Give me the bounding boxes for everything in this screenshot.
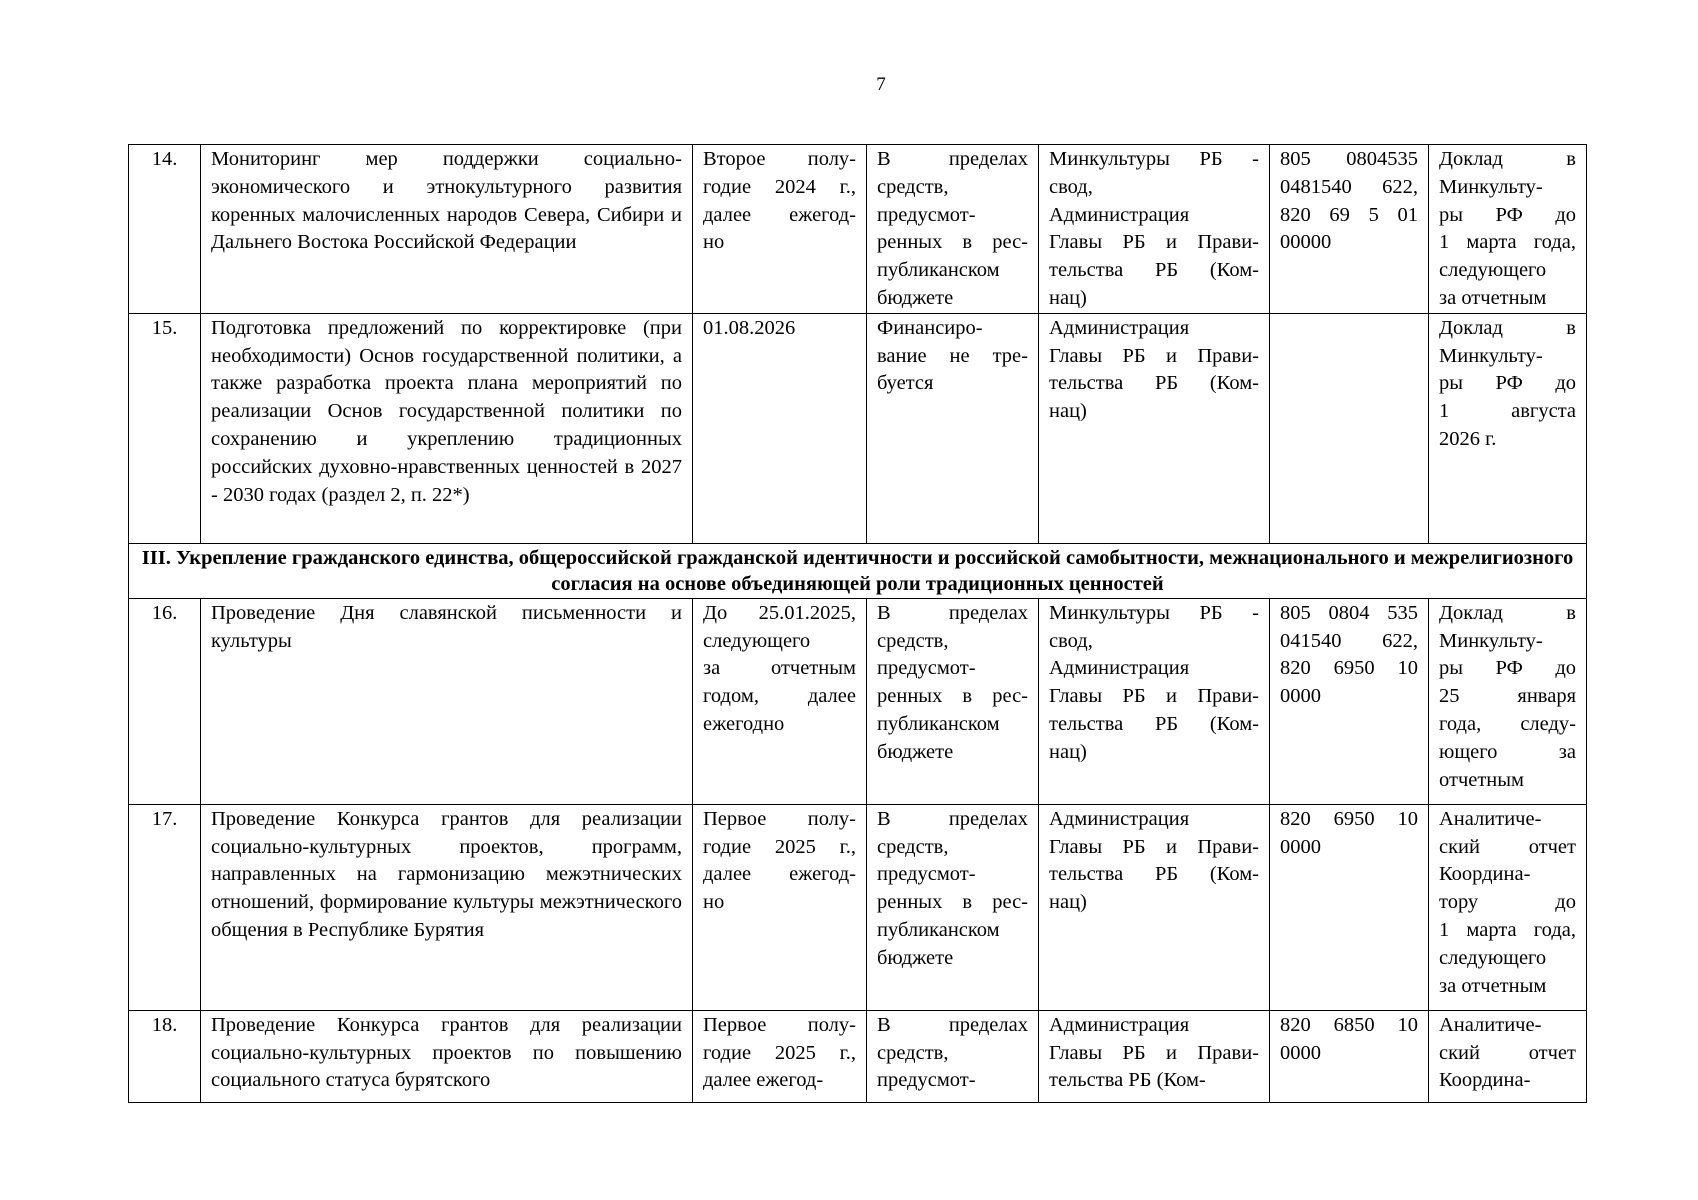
responsible-cell-line: Администрация <box>1049 807 1190 830</box>
row-number-cell: 14. <box>129 145 201 314</box>
responsible-cell <box>1039 598 1270 804</box>
deadline-cell-line: за отчетным <box>703 657 856 680</box>
funding-cell <box>867 145 1039 314</box>
deadline-cell-line: следующего <box>703 629 811 652</box>
table-row <box>129 804 1587 1010</box>
funding-cell-line: буется <box>877 372 934 395</box>
responsible-cell-line: Минкультуры РБ - <box>1049 148 1259 170</box>
funding-cell-line: В пределах <box>877 601 1028 624</box>
result-cell-line: тору до <box>1439 891 1576 914</box>
result-cell-line: 2026 г. <box>1439 427 1497 450</box>
result-cell-line: следующего <box>1439 946 1547 969</box>
responsible-cell-line: нац) <box>1049 740 1087 763</box>
result-cell-line: Аналитиче- <box>1439 1013 1542 1036</box>
deadline-cell-line: Первое полу- <box>703 1013 856 1036</box>
responsible-cell-line: Администрация <box>1049 657 1190 680</box>
responsible-cell <box>1039 145 1270 314</box>
responsible-cell-line: свод, <box>1049 629 1093 652</box>
responsible-cell-line: Главы РБ и Прави- <box>1049 231 1259 254</box>
funding-cell-line: предусмот- <box>877 863 976 886</box>
deadline-cell-line: годие 2025 г., <box>703 1041 856 1064</box>
row-number-cell: 16. <box>129 598 201 804</box>
responsible-cell-line: тельства РБ (Ком- <box>1049 712 1259 735</box>
budget-codes-cell <box>1270 598 1429 804</box>
responsible-cell-line: Главы РБ и Прави- <box>1049 1041 1259 1064</box>
activity-cell: Проведение Дня славянской письменности и культуры <box>201 598 693 804</box>
result-cell-line: года, следу- <box>1439 712 1576 735</box>
activity-cell: Подготовка предложений по корректировке (при необходимости) Основ государственной политики, а также разработка проекта плана мероприятий по реализации Основ государственной политики по сохранению и укреплению традиционных российских духовно-нравственных ценностей в 2027 - 2030 годах (раздел 2, п. 22*) <box>201 313 693 543</box>
result-cell-line: ющего за <box>1439 740 1576 763</box>
deadline-cell-line: далее ежегод- <box>703 1069 824 1092</box>
result-cell-line: за отчетным <box>1439 974 1547 997</box>
responsible-cell-line: Администрация <box>1049 1013 1190 1036</box>
activity-cell: Проведение Конкурса грантов для реализации социально-культурных проектов по повышению социального статуса бурятского <box>201 1010 693 1102</box>
result-cell-line: Координа- <box>1439 863 1531 886</box>
budget-codes-cell-line: 0481540 622, <box>1280 175 1418 198</box>
result-cell-line: Аналитиче- <box>1439 807 1542 830</box>
result-cell-line: ский отчет <box>1439 835 1576 858</box>
responsible-cell-line: тельства РБ (Ком- <box>1049 372 1259 395</box>
responsible-cell-line: нац) <box>1049 891 1087 914</box>
result-cell-line: 1 августа <box>1439 400 1576 423</box>
deadline-cell-line: годие 2024 г., <box>703 175 856 198</box>
result-cell-line: 1 марта года, <box>1439 231 1576 254</box>
funding-cell-line: публиканском <box>877 712 1000 735</box>
section-heading: III. Укрепление гражданского единства, общероссийской гражданской идентичности и российской самобытности, межнационального и межрелигиозного согласия на основе объединяющей роли традиционных ценностей <box>129 543 1587 598</box>
result-cell <box>1429 598 1587 804</box>
result-cell-line: ский отчет <box>1439 1041 1576 1064</box>
deadline-cell <box>693 598 867 804</box>
funding-cell-line: вание не тре- <box>877 344 1028 367</box>
budget-codes-cell-line: 0000 <box>1280 1041 1321 1064</box>
deadline-cell-line: годом, далее <box>703 685 856 708</box>
budget-codes-cell <box>1270 804 1429 1010</box>
funding-cell <box>867 1010 1039 1102</box>
row-number-cell: 15. <box>129 313 201 543</box>
deadline-cell <box>693 145 867 314</box>
activity-cell: Проведение Конкурса грантов для реализации социально-культурных проектов, программ, направленных на гармонизацию межэтнических отношений, формирование культуры межэтнического общения в Республике Бурятия <box>201 804 693 1010</box>
funding-cell-line: предусмот- <box>877 1069 976 1092</box>
funding-cell-line: Финансиро- <box>877 316 983 339</box>
responsible-cell-line: тельства РБ (Ком- <box>1049 259 1259 282</box>
result-cell <box>1429 145 1587 314</box>
result-cell-line: Координа- <box>1439 1069 1531 1092</box>
result-cell-line: Минкульту- <box>1439 175 1543 198</box>
deadline-cell-line: далее ежегод- <box>703 863 856 886</box>
result-cell-line: Доклад в <box>1439 316 1576 339</box>
funding-cell-line: средств, <box>877 175 949 198</box>
budget-codes-cell-line: 820 69 5 01 <box>1280 203 1418 226</box>
funding-cell-line: бюджете <box>877 286 954 309</box>
responsible-cell-line: Главы РБ и Прави- <box>1049 835 1259 858</box>
funding-cell-line: средств, <box>877 629 949 652</box>
table-row <box>129 598 1587 804</box>
row-number-cell: 18. <box>129 1010 201 1102</box>
result-cell-line: отчетным <box>1439 768 1525 791</box>
page-number: 7 <box>876 74 886 95</box>
result-cell <box>1429 313 1587 543</box>
funding-cell-line: В пределах <box>877 148 1028 170</box>
deadline-cell-line: ежегодно <box>703 712 785 735</box>
responsible-cell-line: Главы РБ и Прави- <box>1049 344 1259 367</box>
result-cell-line: Минкульту- <box>1439 629 1543 652</box>
responsible-cell-line: нац) <box>1049 286 1087 309</box>
result-cell-line: ры РФ до <box>1439 657 1576 680</box>
funding-cell <box>867 804 1039 1010</box>
activity-cell: Мониторинг мер поддержки социально-экономического и этнокультурного развития коренных малочисленных народов Севера, Сибири и Дальнего Востока Российской Федерации <box>201 145 693 314</box>
result-cell-line: следующего <box>1439 259 1547 282</box>
funding-cell-line: предусмот- <box>877 203 976 226</box>
table-row <box>129 313 1587 543</box>
funding-cell <box>867 313 1039 543</box>
responsible-cell <box>1039 804 1270 1010</box>
budget-codes-cell <box>1270 145 1429 314</box>
result-cell-line: за отчетным <box>1439 286 1547 309</box>
responsible-cell-line: Главы РБ и Прави- <box>1049 685 1259 708</box>
responsible-cell-line: свод, <box>1049 175 1093 198</box>
budget-codes-cell <box>1270 313 1429 543</box>
responsible-cell-line: Администрация <box>1049 316 1190 339</box>
budget-codes-cell-line: 0000 <box>1280 685 1321 708</box>
budget-codes-cell-line: 805 0804 535 <box>1280 601 1418 624</box>
result-cell-line: ры РФ до <box>1439 203 1576 226</box>
responsible-cell <box>1039 313 1270 543</box>
result-cell-line: Доклад в <box>1439 148 1576 170</box>
deadline-cell-line: До 25.01.2025, <box>703 601 856 624</box>
deadline-cell <box>693 804 867 1010</box>
row-number-cell: 17. <box>129 804 201 1010</box>
budget-codes-cell-line: 041540 622, <box>1280 629 1418 652</box>
responsible-cell <box>1039 1010 1270 1102</box>
deadline-cell-line: 01.08.2026 <box>703 316 796 339</box>
activity-plan-table <box>128 144 1587 1103</box>
deadline-cell-line: но <box>703 231 725 254</box>
deadline-cell-line: Первое полу- <box>703 807 856 830</box>
funding-cell-line: предусмот- <box>877 657 976 680</box>
section-heading-row <box>129 543 1587 598</box>
funding-cell-line: ренных в рес- <box>877 685 1028 708</box>
deadline-cell-line: но <box>703 891 725 914</box>
budget-codes-cell-line: 820 6850 10 <box>1280 1013 1418 1036</box>
responsible-cell-line: Минкультуры РБ - <box>1049 601 1259 624</box>
funding-cell-line: бюджете <box>877 946 954 969</box>
deadline-cell <box>693 313 867 543</box>
funding-cell-line: средств, <box>877 1041 949 1064</box>
responsible-cell-line: тельства РБ (Ком- <box>1049 863 1259 886</box>
deadline-cell-line: годие 2025 г., <box>703 835 856 858</box>
responsible-cell-line: нац) <box>1049 400 1087 423</box>
funding-cell-line: публиканском <box>877 259 1000 282</box>
table-row <box>129 1010 1587 1102</box>
budget-codes-cell-line: 820 6950 10 <box>1280 807 1418 830</box>
funding-cell-line: бюджете <box>877 740 954 763</box>
result-cell-line: 25 января <box>1439 685 1576 708</box>
result-cell-line: ры РФ до <box>1439 372 1576 395</box>
funding-cell-line: В пределах <box>877 1013 1028 1036</box>
result-cell-line: 1 марта года, <box>1439 918 1576 941</box>
result-cell-line: Минкульту- <box>1439 344 1543 367</box>
funding-cell-line: публиканском <box>877 918 1000 941</box>
funding-cell-line: ренных в рес- <box>877 231 1028 254</box>
budget-codes-cell-line: 0000 <box>1280 835 1321 858</box>
funding-cell-line: средств, <box>877 835 949 858</box>
budget-codes-cell <box>1270 1010 1429 1102</box>
funding-cell-line: В пределах <box>877 807 1028 830</box>
funding-cell <box>867 598 1039 804</box>
deadline-cell <box>693 1010 867 1102</box>
result-cell-line: Доклад в <box>1439 601 1576 624</box>
responsible-cell-line: тельства РБ (Ком- <box>1049 1069 1206 1092</box>
funding-cell-line: ренных в рес- <box>877 891 1028 914</box>
budget-codes-cell-line: 00000 <box>1280 231 1332 254</box>
responsible-cell-line: Администрация <box>1049 203 1190 226</box>
budget-codes-cell-line: 805 0804535 <box>1280 148 1418 170</box>
budget-codes-cell-line: 820 6950 10 <box>1280 657 1418 680</box>
result-cell <box>1429 804 1587 1010</box>
deadline-cell-line: Второе полу- <box>703 148 856 170</box>
result-cell <box>1429 1010 1587 1102</box>
table-row <box>129 145 1587 314</box>
deadline-cell-line: далее ежегод- <box>703 203 856 226</box>
